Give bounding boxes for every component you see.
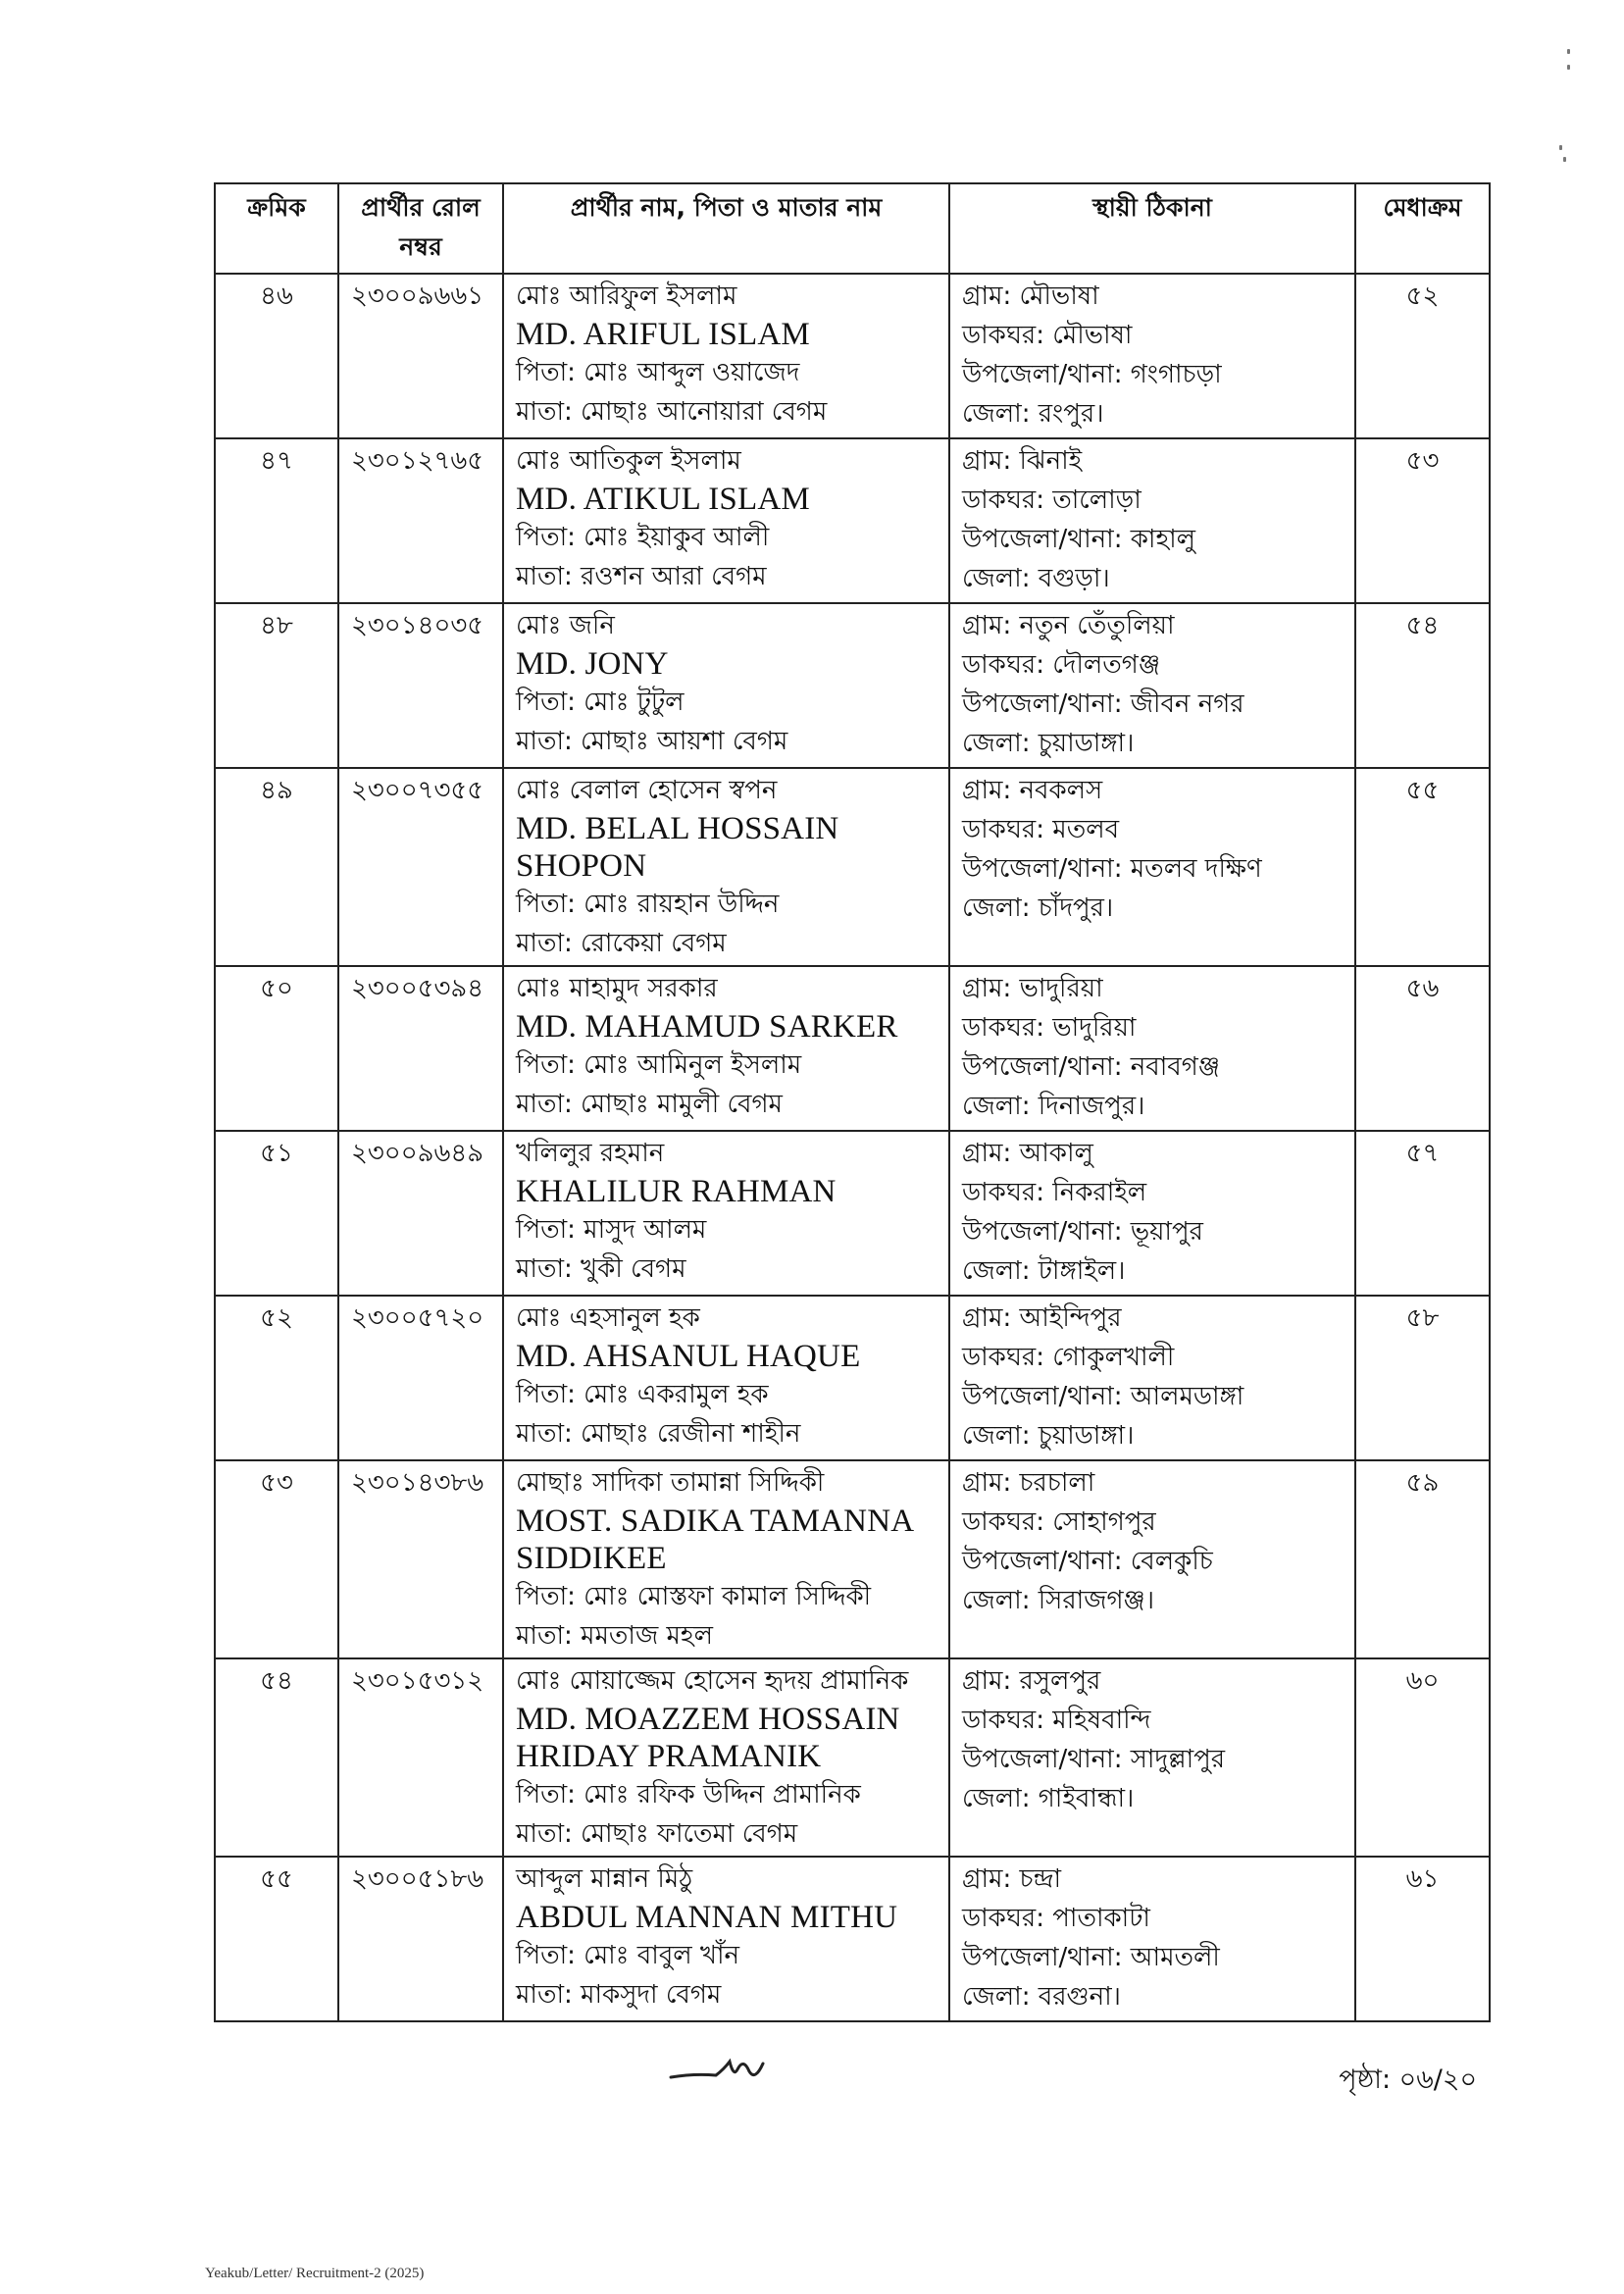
address-post-office: ডাকঘর: মতলব <box>962 815 1120 844</box>
address-district: জেলা: টাঙ্গাইল। <box>962 1256 1126 1286</box>
address-village: গ্রাম: রসুলপুর <box>962 1666 1101 1696</box>
father-name: পিতা: মোঃ ইয়াকুব আলী <box>516 523 770 552</box>
candidate-name-cell <box>503 1131 949 1296</box>
candidate-name-cell <box>503 603 949 768</box>
roll-number-cell: ২৩০১২৭৬৫ <box>338 438 503 603</box>
address-post-office: ডাকঘর: ভাদুরিয়া <box>962 1013 1137 1043</box>
scan-speck <box>1567 65 1570 70</box>
permanent-address-cell <box>949 603 1355 768</box>
candidate-name-bn: মোছাঃ সাদিকা তামান্না সিদ্দিকী <box>516 1468 825 1498</box>
candidate-name-bn: মোঃ মাহামুদ সরকার <box>516 974 718 1003</box>
header-roll: প্রার্থীর রোল নম্বর <box>338 183 503 274</box>
father-name: পিতা: মোঃ রায়হান উদ্দিন <box>516 890 780 919</box>
serial-cell: ৫৫ <box>215 1857 338 2021</box>
serial-cell: ৫৩ <box>215 1460 338 1658</box>
mother-name: মাতা: মোছাঃ আয়শা বেগম <box>516 727 788 756</box>
serial-cell: ৫২ <box>215 1296 338 1460</box>
table-row <box>215 274 1490 438</box>
address-upazila: উপজেলা/থানা: আলমডাঙ্গা <box>962 1382 1244 1411</box>
table-row <box>215 1460 1490 1658</box>
candidate-name-en: MD. MAHAMUD SARKER <box>516 1009 898 1045</box>
mother-name: মাতা: মোছাঃ মামুলী বেগম <box>516 1090 783 1119</box>
candidate-name-cell <box>503 1460 949 1658</box>
candidate-name-cell <box>503 274 949 438</box>
roll-number-cell: ২৩০০৯৬৬১ <box>338 274 503 438</box>
mother-name: মাতা: রোকেয়া বেগম <box>516 929 727 958</box>
address-district: জেলা: বগুড়া। <box>962 564 1110 593</box>
candidate-name-cell <box>503 1857 949 2021</box>
father-name: পিতা: মাসুদ আলম <box>516 1215 707 1245</box>
table-row <box>215 603 1490 768</box>
candidate-name-en: MOST. SADIKA TAMANNA <box>516 1504 915 1539</box>
father-name: পিতা: মোঃ আব্দুল ওয়াজেদ <box>516 358 800 387</box>
address-post-office: ডাকঘর: পাতাকাটা <box>962 1904 1150 1933</box>
address-village: গ্রাম: চন্দ্রা <box>962 1864 1062 1894</box>
address-district: জেলা: গাইবান্ধা। <box>962 1784 1135 1813</box>
permanent-address-cell <box>949 1658 1355 1857</box>
candidate-name-bn: মোঃ বেলাল হোসেন স্বপন <box>516 776 778 805</box>
mother-name: মাতা: খুকী বেগম <box>516 1254 686 1284</box>
candidate-name-bn: মোঃ জনি <box>516 611 615 640</box>
roll-number-cell: ২৩০০৫১৮৬ <box>338 1857 503 2021</box>
address-upazila: উপজেলা/থানা: মতলব দক্ষিণ <box>962 854 1262 884</box>
header-name: প্রার্থীর নাম, পিতা ও মাতার নাম <box>503 183 949 274</box>
serial-cell: ৪৮ <box>215 603 338 768</box>
address-district: জেলা: সিরাজগঞ্জ। <box>962 1586 1155 1615</box>
candidate-name-en: MD. ATIKUL ISLAM <box>516 482 810 517</box>
candidate-name-en: HRIDAY PRAMANIK <box>516 1739 822 1774</box>
candidate-name-cell <box>503 768 949 966</box>
address-village: গ্রাম: ঝিনাই <box>962 446 1083 476</box>
merit-position-cell: ৫৩ <box>1355 438 1490 603</box>
table-row <box>215 768 1490 966</box>
candidate-name-bn: মোঃ আরিফুল ইসলাম <box>516 281 737 311</box>
merit-position-cell: ৫৪ <box>1355 603 1490 768</box>
address-upazila: উপজেলা/থানা: আমতলী <box>962 1943 1220 1972</box>
address-upazila: উপজেলা/থানা: সাদুল্লাপুর <box>962 1745 1226 1774</box>
merit-position-cell: ৬০ <box>1355 1658 1490 1857</box>
footer-reference: Yeakub/Letter/ Recruitment-2 (2025) <box>205 2266 425 2281</box>
address-district: জেলা: রংপুর। <box>962 399 1104 429</box>
table-row <box>215 966 1490 1131</box>
candidate-name-en: MD. BELAL HOSSAIN <box>516 811 839 846</box>
address-post-office: ডাকঘর: নিকরাইল <box>962 1178 1147 1207</box>
address-village: গ্রাম: নতুন তেঁতুলিয়া <box>962 611 1175 640</box>
merit-position-cell: ৫৬ <box>1355 966 1490 1131</box>
address-upazila: উপজেলা/থানা: জীবন নগর <box>962 689 1244 719</box>
merit-position-cell: ৫৮ <box>1355 1296 1490 1460</box>
candidate-name-cell <box>503 966 949 1131</box>
roll-number-cell: ২৩০১৫৩১২ <box>338 1658 503 1857</box>
permanent-address-cell <box>949 768 1355 966</box>
candidate-name-bn: খলিলুর রহমান <box>516 1139 665 1168</box>
father-name: পিতা: মোঃ মোস্তফা কামাল সিদ্দিকী <box>516 1582 872 1611</box>
permanent-address-cell <box>949 1460 1355 1658</box>
candidate-name-en: MD. JONY <box>516 646 669 682</box>
father-name: পিতা: মোঃ বাবুল খাঁন <box>516 1941 740 1970</box>
merit-position-cell: ৫২ <box>1355 274 1490 438</box>
permanent-address-cell <box>949 274 1355 438</box>
page-number: পৃষ্ঠা: ০৬/২০ <box>1339 2065 1477 2095</box>
address-district: জেলা: দিনাজপুর। <box>962 1092 1145 1121</box>
address-upazila: উপজেলা/থানা: কাহালু <box>962 525 1196 554</box>
mother-name: মাতা: মোছাঃ আনোয়ারা বেগম <box>516 397 828 427</box>
address-village: গ্রাম: আইন্দিপুর <box>962 1303 1122 1333</box>
serial-cell: ৫০ <box>215 966 338 1131</box>
address-post-office: ডাকঘর: গোকুলখালী <box>962 1343 1175 1372</box>
permanent-address-cell <box>949 1296 1355 1460</box>
father-name: পিতা: মোঃ রফিক উদ্দিন প্রামানিক <box>516 1780 861 1810</box>
address-district: জেলা: চুয়াডাঙ্গা। <box>962 729 1135 758</box>
merit-position-cell: ৫৫ <box>1355 768 1490 966</box>
address-post-office: ডাকঘর: মহিষবান্দি <box>962 1706 1151 1735</box>
permanent-address-cell <box>949 966 1355 1131</box>
serial-cell: ৫১ <box>215 1131 338 1296</box>
candidate-name-en: MD. ARIFUL ISLAM <box>516 317 810 352</box>
permanent-address-cell <box>949 1857 1355 2021</box>
father-name: পিতা: মোঃ টুটুল <box>516 688 685 717</box>
merit-list-table <box>214 182 1491 2022</box>
signature-initial <box>665 2048 783 2091</box>
candidate-name-bn: মোঃ এহসানুল হক <box>516 1303 700 1333</box>
roll-number-cell: ২৩০১৪০৩৫ <box>338 603 503 768</box>
serial-cell: ৪৬ <box>215 274 338 438</box>
candidate-name-cell <box>503 438 949 603</box>
candidate-name-bn: আব্দুল মান্নান মিঠু <box>516 1864 693 1894</box>
table-row <box>215 438 1490 603</box>
table-row <box>215 1658 1490 1857</box>
scan-speck <box>1563 157 1566 162</box>
address-upazila: উপজেলা/থানা: বেলকুচি <box>962 1547 1213 1576</box>
address-post-office: ডাকঘর: সোহাগপুর <box>962 1507 1156 1537</box>
roll-number-cell: ২৩০০৫৭২০ <box>338 1296 503 1460</box>
scan-speck <box>1567 49 1570 54</box>
candidate-name-bn: মোঃ আতিকুল ইসলাম <box>516 446 741 476</box>
permanent-address-cell <box>949 1131 1355 1296</box>
father-name: পিতা: মোঃ আমিনুল ইসলাম <box>516 1050 802 1080</box>
roll-number-cell: ২৩০১৪৩৮৬ <box>338 1460 503 1658</box>
address-post-office: ডাকঘর: তালোড়া <box>962 485 1142 515</box>
mother-name: মাতা: মোছাঃ ফাতেমা বেগম <box>516 1819 798 1849</box>
candidate-name-en: ABDUL MANNAN MITHU <box>516 1900 898 1935</box>
address-village: গ্রাম: চরচালা <box>962 1468 1095 1498</box>
merit-position-cell: ৫৭ <box>1355 1131 1490 1296</box>
address-upazila: উপজেলা/থানা: ভূয়াপুর <box>962 1217 1203 1247</box>
header-merit: মেধাক্রম <box>1355 183 1490 274</box>
mother-name: মাতা: রওশন আরা বেগম <box>516 562 767 591</box>
table-header-row <box>215 183 1490 274</box>
address-district: জেলা: বরগুনা। <box>962 1982 1121 2012</box>
header-address: স্থায়ী ঠিকানা <box>949 183 1355 274</box>
mother-name: মাতা: মোছাঃ রেজীনা শাহীন <box>516 1419 801 1449</box>
scan-speck <box>1559 145 1562 150</box>
candidate-name-en: SHOPON <box>516 848 647 884</box>
address-district: জেলা: চাঁদপুর। <box>962 893 1114 923</box>
candidate-name-en: SIDDIKEE <box>516 1541 667 1576</box>
address-village: গ্রাম: মৌভাষা <box>962 281 1099 311</box>
candidate-name-en: MD. AHSANUL HAQUE <box>516 1339 861 1374</box>
permanent-address-cell <box>949 438 1355 603</box>
candidate-name-en: MD. MOAZZEM HOSSAIN <box>516 1702 900 1737</box>
merit-position-cell: ৬১ <box>1355 1857 1490 2021</box>
candidate-name-cell <box>503 1296 949 1460</box>
address-upazila: উপজেলা/থানা: গংগাচড়া <box>962 360 1222 389</box>
candidate-name-bn: মোঃ মোয়াজ্জেম হোসেন হৃদয় প্রামানিক <box>516 1666 909 1696</box>
roll-number-cell: ২৩০০৭৩৫৫ <box>338 768 503 966</box>
address-post-office: ডাকঘর: দৌলতগঞ্জ <box>962 650 1161 680</box>
header-serial: ক্রমিক <box>215 183 338 274</box>
candidate-name-cell <box>503 1658 949 1857</box>
mother-name: মাতা: মমতাজ মহল <box>516 1621 713 1651</box>
roll-number-cell: ২৩০০৯৬৪৯ <box>338 1131 503 1296</box>
merit-position-cell: ৫৯ <box>1355 1460 1490 1658</box>
candidate-name-en: KHALILUR RAHMAN <box>516 1174 837 1209</box>
table-row <box>215 1296 1490 1460</box>
serial-cell: ৪৯ <box>215 768 338 966</box>
serial-cell: ৫৪ <box>215 1658 338 1857</box>
table-row <box>215 1857 1490 2021</box>
address-post-office: ডাকঘর: মৌভাষা <box>962 321 1133 350</box>
address-village: গ্রাম: ভাদুরিয়া <box>962 974 1103 1003</box>
father-name: পিতা: মোঃ একরামুল হক <box>516 1380 769 1409</box>
mother-name: মাতা: মাকসুদা বেগম <box>516 1980 722 2010</box>
address-village: গ্রাম: আকালু <box>962 1139 1093 1168</box>
serial-cell: ৪৭ <box>215 438 338 603</box>
table-row <box>215 1131 1490 1296</box>
address-village: গ্রাম: নবকলস <box>962 776 1103 805</box>
address-district: জেলা: চুয়াডাঙ্গা। <box>962 1421 1135 1451</box>
roll-number-cell: ২৩০০৫৩৯৪ <box>338 966 503 1131</box>
address-upazila: উপজেলা/থানা: নবাবগঞ্জ <box>962 1052 1220 1082</box>
